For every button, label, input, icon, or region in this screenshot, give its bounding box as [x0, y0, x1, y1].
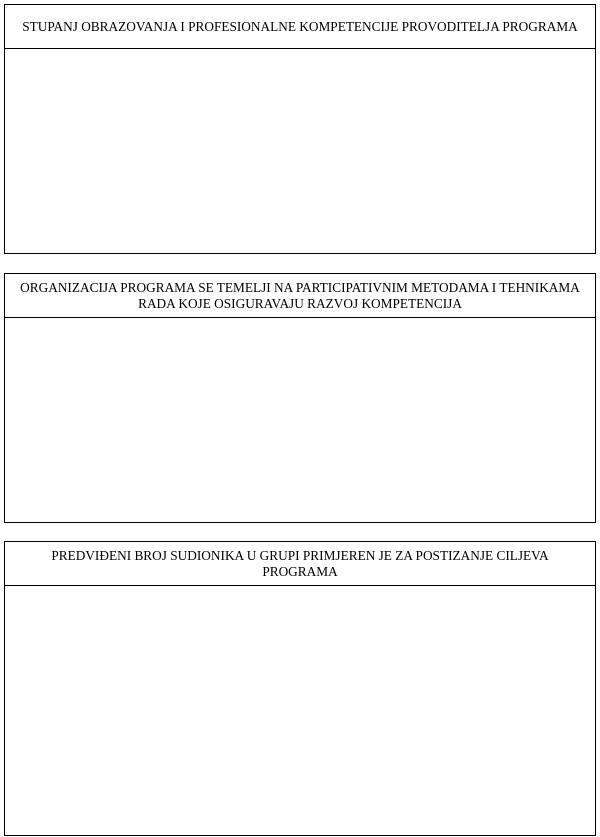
section-heading: ORGANIZACIJA PROGRAMA SE TEMELJI NA PARTICIPATIVNIM METODAMA I TEHNIKAMA RADA KOJE OSIGURAVAJU RAZVOJ KOMPETENCIJA [5, 274, 595, 318]
section-content-field[interactable] [5, 318, 595, 522]
section-education-competence [4, 4, 596, 254]
section-program-organization [4, 273, 596, 523]
section-participant-count [4, 541, 596, 836]
section-content-field[interactable] [5, 586, 595, 835]
section-heading: STUPANJ OBRAZOVANJA I PROFESIONALNE KOMPETENCIJE PROVODITELJA PROGRAMA [5, 5, 595, 49]
section-content-field[interactable] [5, 49, 595, 253]
section-heading: PREDVIĐENI BROJ SUDIONIKA U GRUPI PRIMJEREN JE ZA POSTIZANJE CILJEVA PROGRAMA [5, 542, 595, 586]
